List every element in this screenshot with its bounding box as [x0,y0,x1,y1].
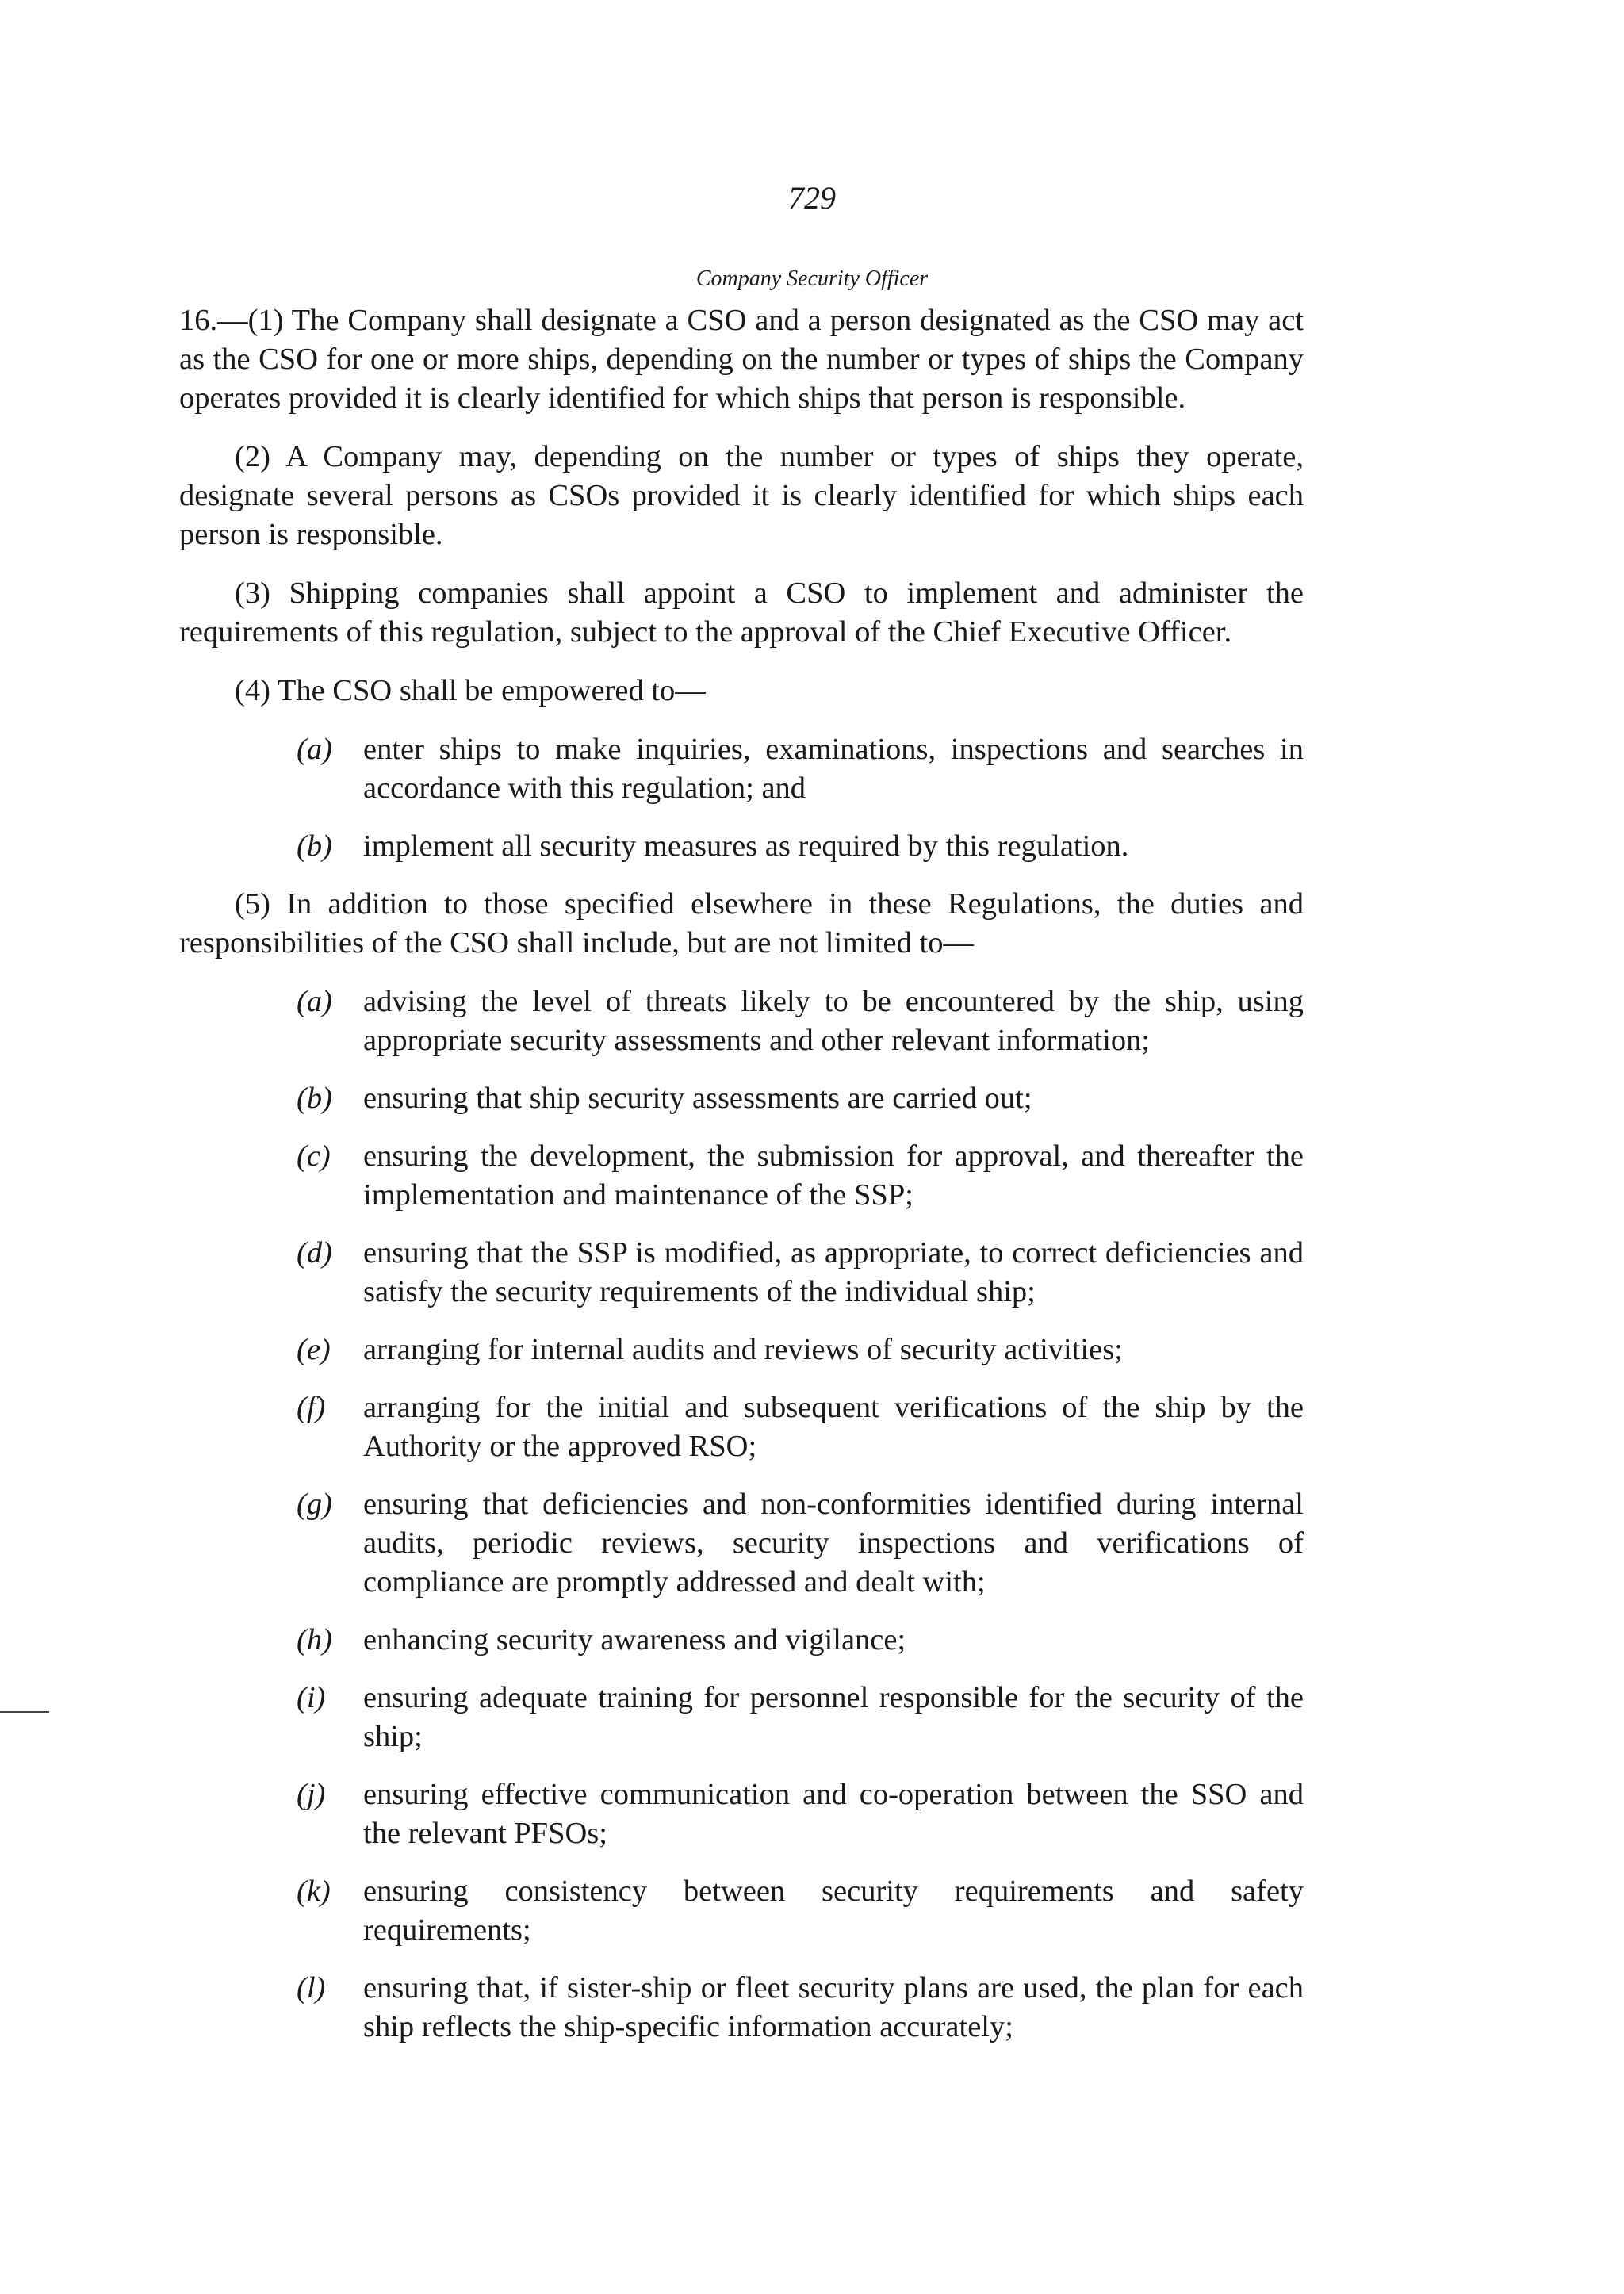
item-text: ensuring the development, the submission for approval, and thereafter the implementation and maintenance of the SSP; [363,1139,1304,1212]
item-text: ensuring effective communication and co-operation between the SSO and the relevant PFSOs; [363,1778,1304,1850]
item-text: ensuring that ship security assessments are carried out; [363,1082,1032,1115]
list-item [179,1079,1304,1118]
list-item [179,982,1304,1060]
subsection-4: (4) The CSO shall be empowered to— [235,674,706,707]
list-item [179,1775,1304,1853]
subsection-3: (3) Shipping companies shall appoint a CSO to implement and administer the requirements of this regulation, subject to the approval of the Chief Executive Officer. [179,576,1304,649]
subsection-5-list [179,982,1304,2047]
item-label: (a) [297,733,332,766]
item-text: ensuring consistency between security requirements and safety requirements; [363,1875,1304,1947]
item-label: (h) [297,1623,332,1656]
list-item [179,1234,1304,1312]
list-item [179,1137,1304,1215]
subsection-4-list [179,730,1304,866]
list-item [179,1331,1304,1369]
margin-rule [0,1711,49,1713]
subsection-2: (2) A Company may, depending on the number or types of ships they operate, designate several persons as CSOs provided it is clearly identified for which ships each person is responsible. [179,440,1304,551]
item-label: (j) [297,1778,326,1811]
item-label: (i) [297,1681,326,1714]
item-text: advising the level of threats likely to be encountered by the ship, using appropriate security assessments and other relevant information; [363,985,1304,1057]
item-label: (b) [297,829,332,863]
list-item [179,827,1304,866]
item-text: enhancing security awareness and vigilance; [363,1623,906,1656]
document-body [179,301,1304,2066]
item-text: ensuring that the SSP is modified, as appropriate, to correct deficiencies and satisfy the security requirements of the individual ship; [363,1236,1304,1308]
page-number: 729 [788,180,836,216]
item-label: (g) [297,1488,332,1521]
item-label: (k) [297,1875,331,1908]
item-label: (c) [297,1139,331,1173]
list-item [179,1621,1304,1660]
item-text: ensuring that deficiencies and non-conformities identified during internal audits, periodic reviews, security inspections and verifications of compliance are promptly addressed and dealt with; [363,1488,1304,1599]
item-label: (l) [297,1971,326,2005]
list-item [179,1969,1304,2047]
item-text: ensuring adequate training for personnel responsible for the security of the ship; [363,1681,1304,1753]
item-text: arranging for the initial and subsequent verifications of the ship by the Authority or the approved RSO; [363,1391,1304,1463]
item-label: (d) [297,1236,332,1270]
list-item [179,730,1304,808]
list-item [179,1388,1304,1466]
item-label: (b) [297,1082,332,1115]
item-label: (e) [297,1333,331,1366]
subsection-1: 16.—(1) The Company shall designate a CSO and a person designated as the CSO may act as the CSO for one or more ships, depending on the number or types of ships the Company operates provided it is clearly identified for which ships that person is responsible. [179,304,1304,415]
section-heading: Company Security Officer [695,266,929,291]
item-text: implement all security measures as required by this regulation. [363,829,1129,863]
item-label: (f) [297,1391,326,1424]
item-text: arranging for internal audits and reviews of security activities; [363,1333,1123,1366]
item-text: enter ships to make inquiries, examinations, inspections and searches in accordance with this regulation; and [363,733,1304,805]
list-item [179,1679,1304,1756]
item-text: ensuring that, if sister-ship or fleet security plans are used, the plan for each ship reflects the ship-specific information accurately; [363,1971,1304,2043]
item-label: (a) [297,985,332,1018]
list-item [179,1872,1304,1950]
subsection-5: (5) In addition to those specified elsewhere in these Regulations, the duties and responsibilities of the CSO shall include, but are not limited to— [179,887,1304,959]
list-item [179,1485,1304,1602]
